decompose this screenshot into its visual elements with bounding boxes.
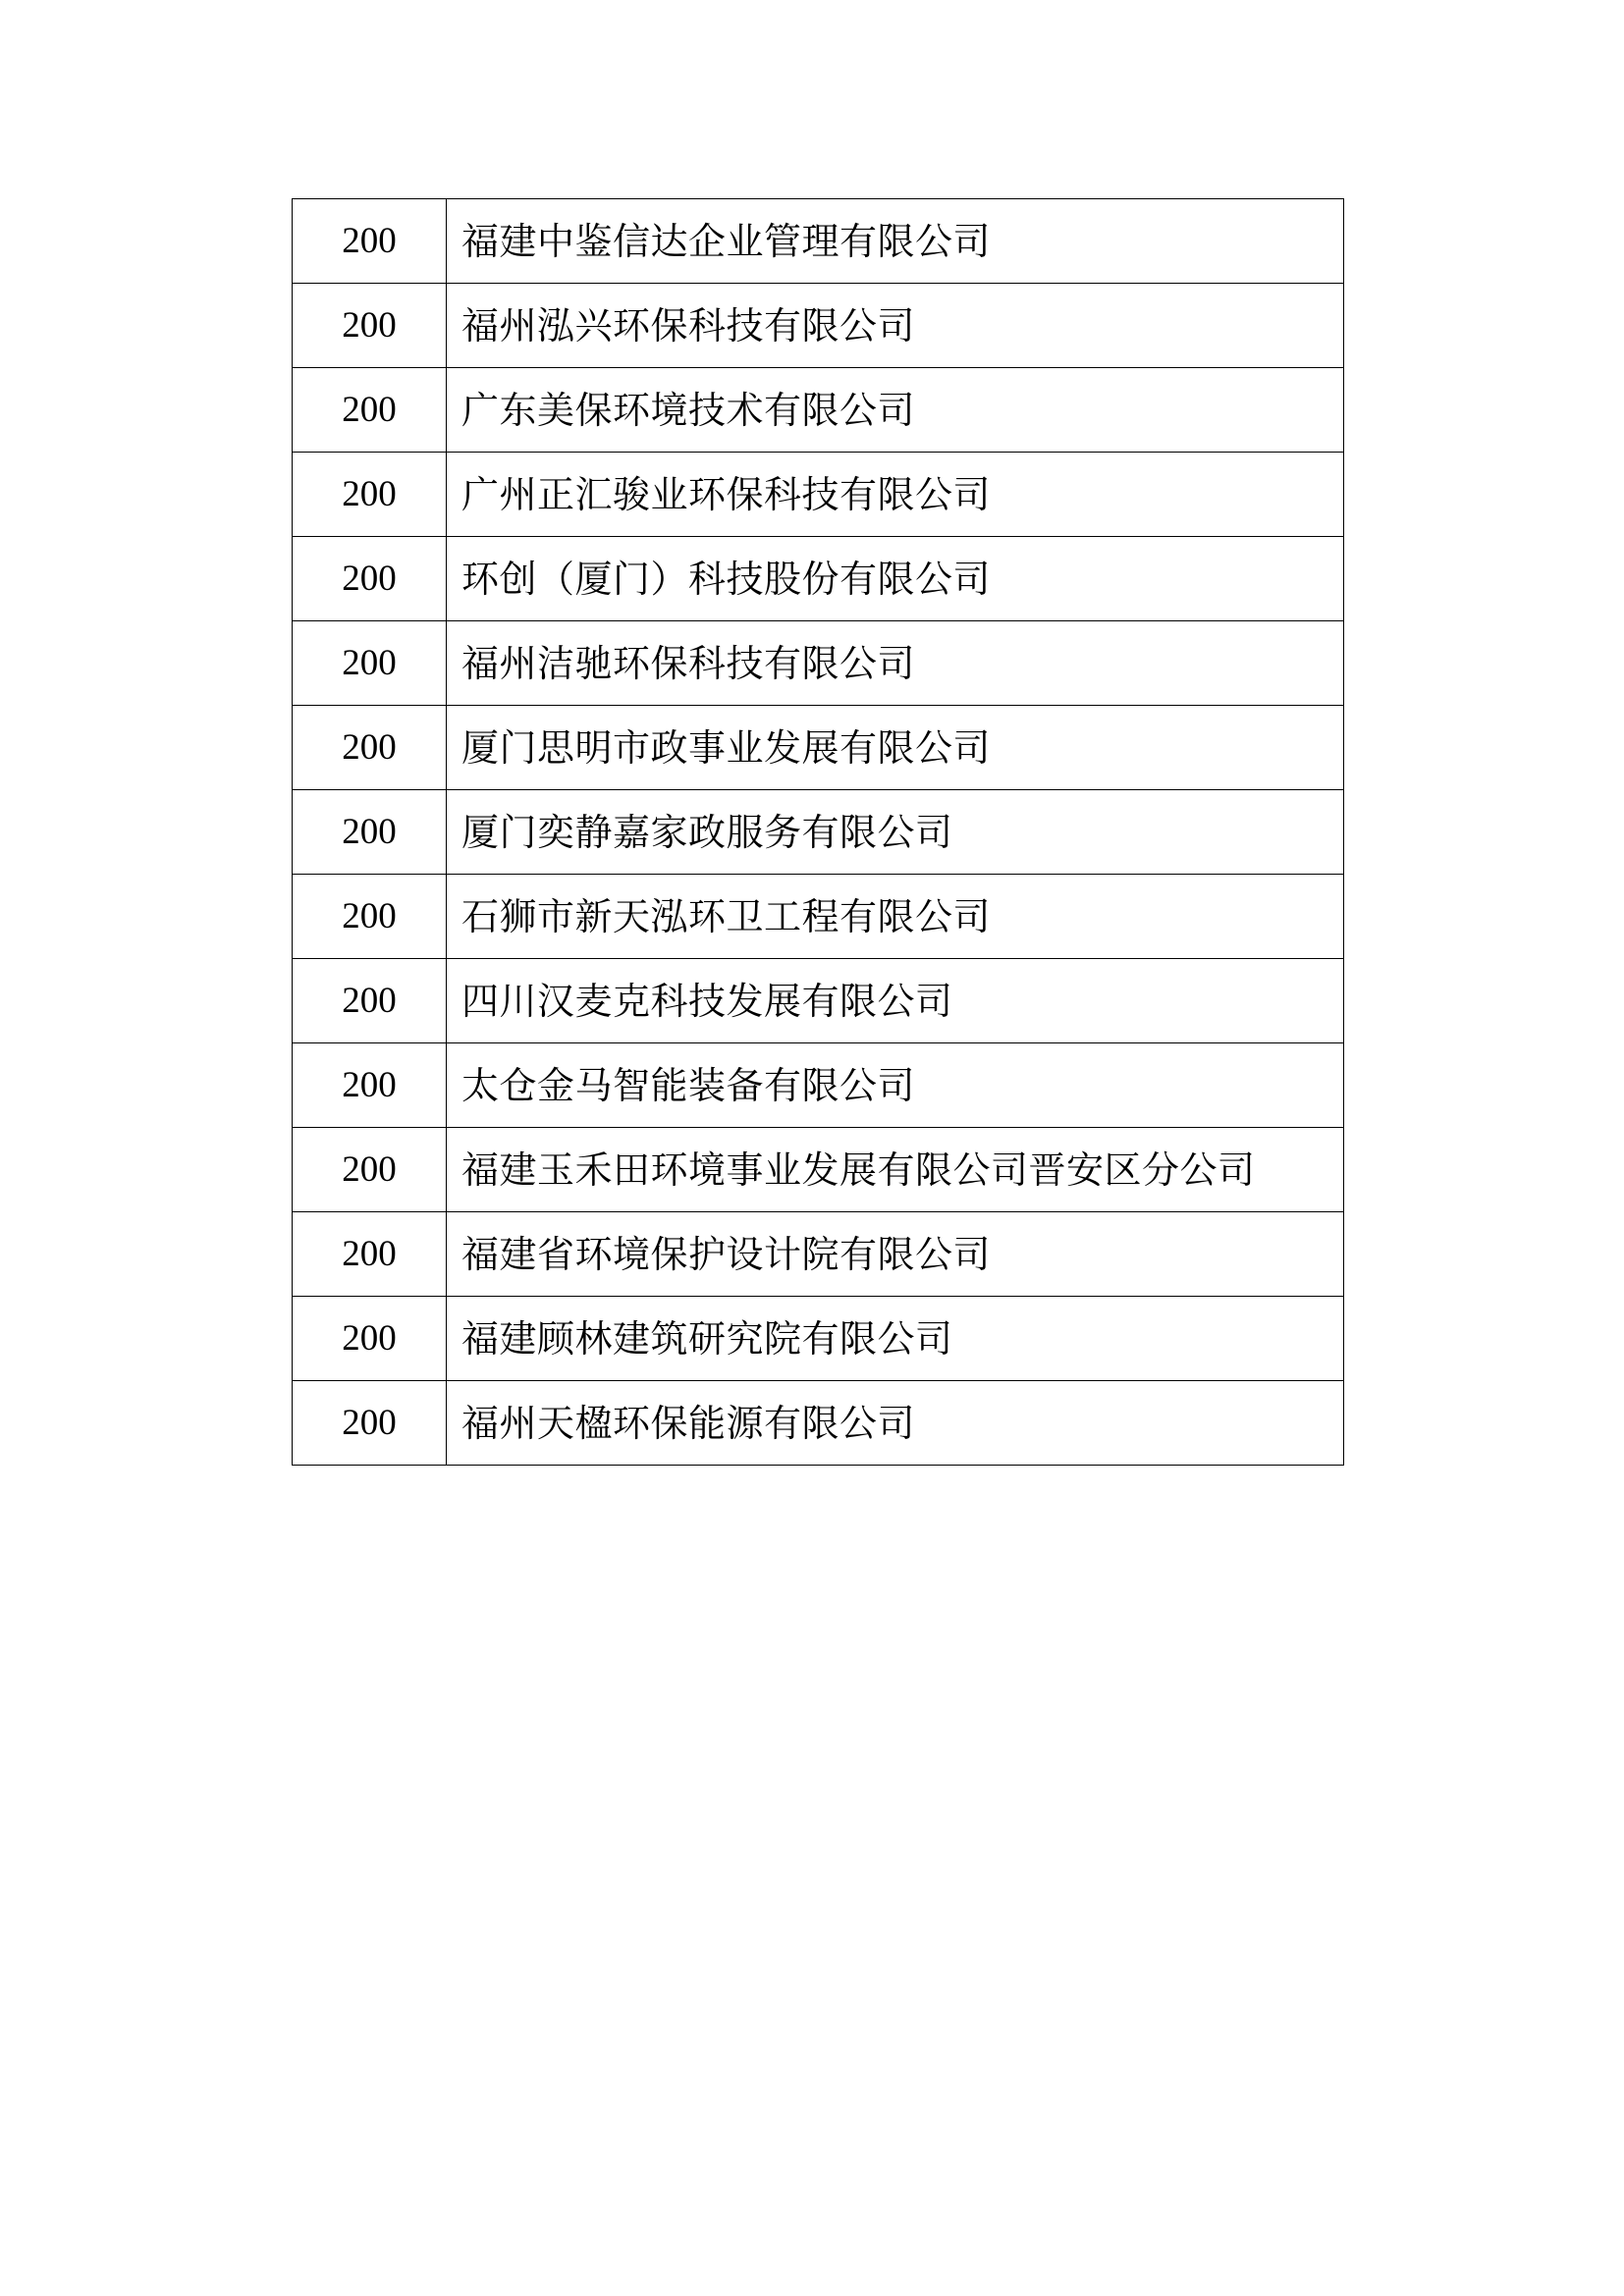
amount-cell: 200 bbox=[293, 621, 447, 706]
company-cell: 福州天楹环保能源有限公司 bbox=[447, 1381, 1344, 1466]
table-row bbox=[293, 1297, 1344, 1381]
table-row bbox=[293, 621, 1344, 706]
company-cell: 广州正汇骏业环保科技有限公司 bbox=[447, 453, 1344, 537]
amount-cell: 200 bbox=[293, 199, 447, 284]
amount-cell: 200 bbox=[293, 1381, 447, 1466]
table-row bbox=[293, 199, 1344, 284]
amount-cell: 200 bbox=[293, 790, 447, 875]
amount-cell: 200 bbox=[293, 1043, 447, 1128]
company-cell: 福州泓兴环保科技有限公司 bbox=[447, 284, 1344, 368]
table-row bbox=[293, 453, 1344, 537]
table-row bbox=[293, 1043, 1344, 1128]
table-row bbox=[293, 706, 1344, 790]
company-cell: 福建顾林建筑研究院有限公司 bbox=[447, 1297, 1344, 1381]
table-row bbox=[293, 537, 1344, 621]
table-row bbox=[293, 1381, 1344, 1466]
amount-cell: 200 bbox=[293, 537, 447, 621]
amount-cell: 200 bbox=[293, 1297, 447, 1381]
amount-cell: 200 bbox=[293, 1128, 447, 1212]
amount-cell: 200 bbox=[293, 1212, 447, 1297]
company-cell: 厦门奕静嘉家政服务有限公司 bbox=[447, 790, 1344, 875]
company-cell: 福建省环境保护设计院有限公司 bbox=[447, 1212, 1344, 1297]
amount-cell: 200 bbox=[293, 959, 447, 1043]
company-cell: 福建中鉴信达企业管理有限公司 bbox=[447, 199, 1344, 284]
company-cell: 石狮市新天泓环卫工程有限公司 bbox=[447, 875, 1344, 959]
table-row bbox=[293, 1128, 1344, 1212]
table-row bbox=[293, 284, 1344, 368]
table-row bbox=[293, 790, 1344, 875]
table-row bbox=[293, 875, 1344, 959]
table-row bbox=[293, 1212, 1344, 1297]
table-row bbox=[293, 368, 1344, 453]
company-cell: 环创（厦门）科技股份有限公司 bbox=[447, 537, 1344, 621]
amount-cell: 200 bbox=[293, 453, 447, 537]
amount-cell: 200 bbox=[293, 284, 447, 368]
company-cell: 厦门思明市政事业发展有限公司 bbox=[447, 706, 1344, 790]
company-cell: 太仓金马智能装备有限公司 bbox=[447, 1043, 1344, 1128]
company-cell: 福州洁驰环保科技有限公司 bbox=[447, 621, 1344, 706]
donor-table bbox=[292, 198, 1344, 1466]
amount-cell: 200 bbox=[293, 875, 447, 959]
amount-cell: 200 bbox=[293, 706, 447, 790]
company-cell: 福建玉禾田环境事业发展有限公司晋安区分公司 bbox=[447, 1128, 1344, 1212]
table-row bbox=[293, 959, 1344, 1043]
amount-cell: 200 bbox=[293, 368, 447, 453]
company-cell: 四川汉麦克科技发展有限公司 bbox=[447, 959, 1344, 1043]
company-cell: 广东美保环境技术有限公司 bbox=[447, 368, 1344, 453]
